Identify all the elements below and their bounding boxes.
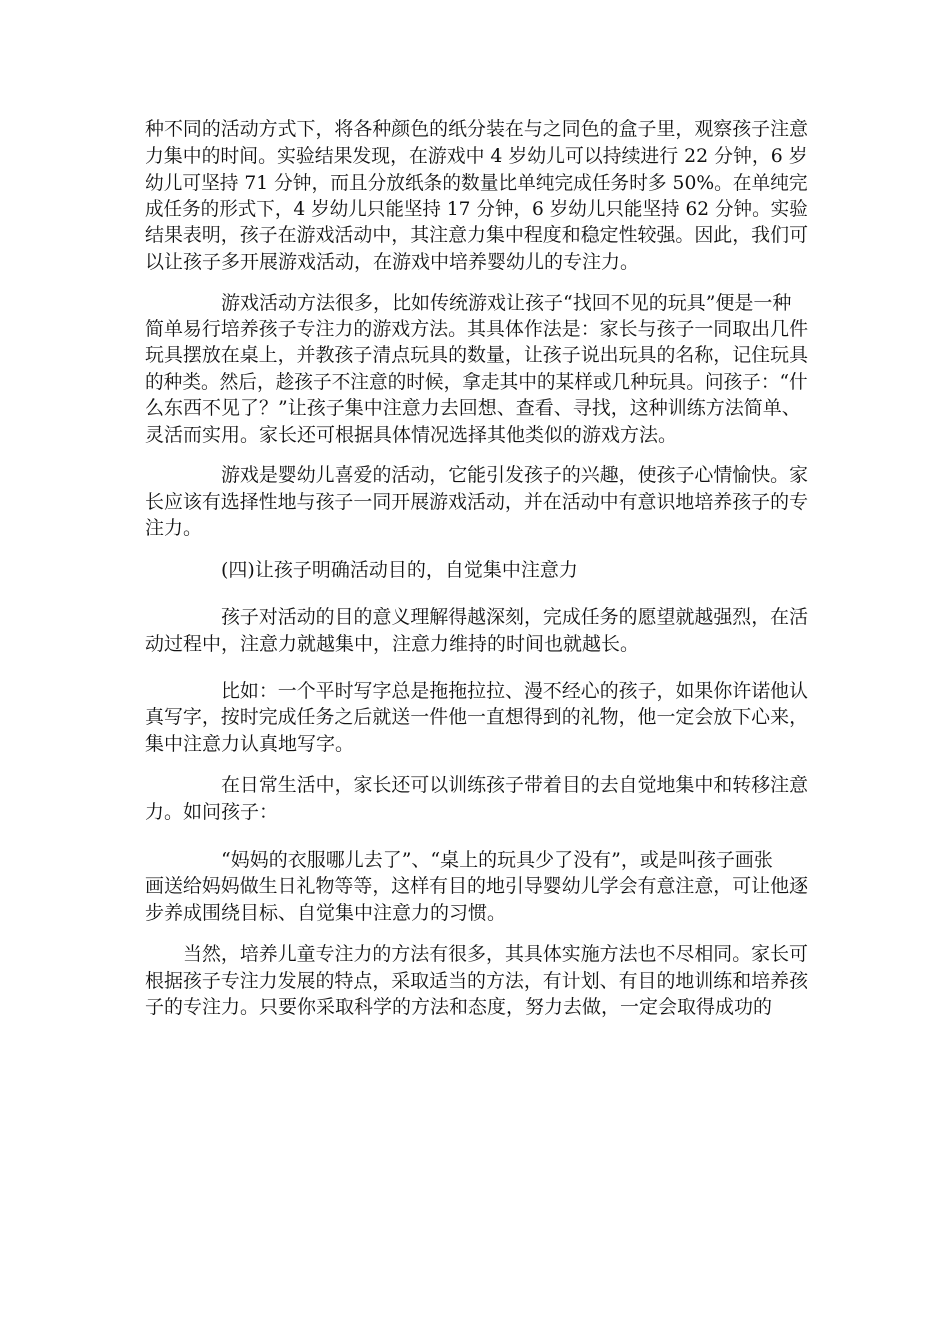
text-line: 比如：一个平时写字总是拖拖拉拉、漫不经心的孩子，如果你许诺他认 bbox=[221, 680, 809, 702]
text-line: 根据孩子专注力发展的特点，采取适当的方法，有计划、有目的地训练和培养孩 bbox=[145, 970, 809, 992]
text-line: 注力。 bbox=[145, 517, 203, 539]
text-line: 的种类。然后，趁孩子不注意的时候，拿走其中的某样或几种玩具。问孩子：“什 bbox=[145, 371, 808, 393]
text-line: 幼儿可坚持 71 分钟，而且分放纸条的数量比单纯完成任务时多 50%。在单纯完 bbox=[145, 172, 808, 194]
text-line: 在日常生活中，家长还可以训练孩子带着目的去自觉地集中和转移注意 bbox=[221, 774, 809, 796]
text-line: 么东西不见了？”让孩子集中注意力去回想、查看、寻找，这种训练方法简单、 bbox=[145, 397, 801, 419]
text-line: 动过程中，注意力就越集中，注意力维持的时间也就越长。 bbox=[145, 633, 640, 655]
text-line: 当然，培养儿童专注力的方法有很多，其具体实施方法也不尽相同。家长可 bbox=[183, 943, 809, 965]
text-line: 真写字，按时完成任务之后就送一件他一直想得到的礼物，他一定会放下心来， bbox=[145, 706, 809, 728]
text-line: 孩子对活动的目的意义理解得越深刻，完成任务的愿望就越强烈，在活 bbox=[221, 606, 809, 628]
text-line: 力。如问孩子： bbox=[145, 801, 279, 823]
text-line: 游戏是婴幼儿喜爱的活动，它能引发孩子的兴趣，使孩子心情愉快。家 bbox=[221, 464, 809, 486]
text-line: 集中注意力认真地写字。 bbox=[145, 733, 355, 755]
text-line: 简单易行培养孩子专注力的游戏方法。其具体作法是：家长与孩子一同取出几件 bbox=[145, 318, 809, 340]
text-line: “妈妈的衣服哪儿去了”、“桌上的玩具少了没有”，或是叫孩子画张 bbox=[221, 849, 773, 871]
text-line: 画送给妈妈做生日礼物等等，这样有目的地引导婴幼儿学会有意注意，可让他逐 bbox=[145, 875, 809, 897]
text-line: (四)让孩子明确活动目的，自觉集中注意力 bbox=[221, 559, 578, 581]
text-line: 子的专注力。只要你采取科学的方法和态度，努力去做，一定会取得成功的 bbox=[145, 996, 773, 1018]
text-line: 结果表明，孩子在游戏活动中，其注意力集中程度和稳定性较强。因此，我们可 bbox=[145, 224, 809, 246]
text-line: 玩具摆放在桌上，并教孩子清点玩具的数量，让孩子说出玩具的名称，记住玩具 bbox=[145, 344, 809, 366]
text-line: 种不同的活动方式下，将各种颜色的纸分装在与之同色的盒子里，观察孩子注意 bbox=[145, 118, 809, 140]
text-line: 灵活而实用。家长还可根据具体情况选择其他类似的游戏方法。 bbox=[145, 424, 678, 446]
text-line: 以让孩子多开展游戏活动，在游戏中培养婴幼儿的专注力。 bbox=[145, 251, 640, 273]
text-line: 力集中的时间。实验结果发现，在游戏中 4 岁幼儿可以持续进行 22 分钟，6 岁 bbox=[145, 145, 808, 167]
text-line: 游戏活动方法很多，比如传统游戏让孩子“找回不见的玩具”便是一种 bbox=[221, 292, 792, 314]
text-line: 步养成围绕目标、自觉集中注意力的习惯。 bbox=[145, 902, 507, 924]
text-line: 成任务的形式下，4 岁幼儿只能坚持 17 分钟，6 岁幼儿只能坚持 62 分钟。实验 bbox=[145, 198, 808, 220]
text-line: 长应该有选择性地与孩子一同开展游戏活动，并在活动中有意识地培养孩子的专 bbox=[145, 491, 809, 513]
